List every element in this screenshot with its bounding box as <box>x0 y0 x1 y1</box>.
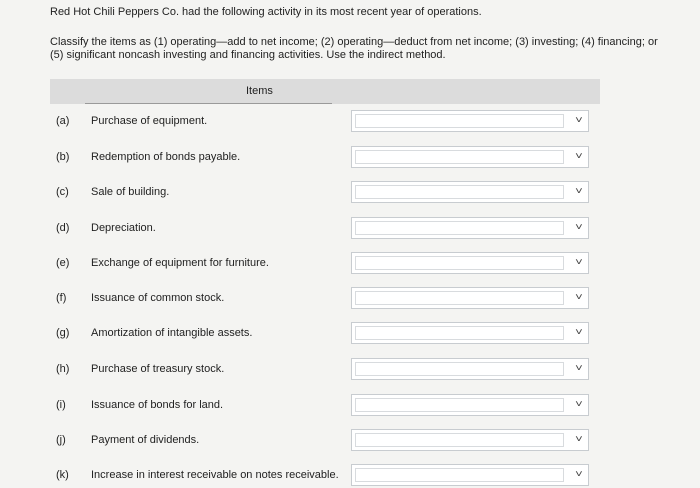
row-letter: (j) <box>56 434 66 446</box>
table-row <box>50 358 605 382</box>
chevron-down-icon: ˅ <box>575 434 583 445</box>
table-row <box>50 181 605 205</box>
table-row <box>50 252 605 276</box>
row-letter: (g) <box>56 327 70 339</box>
chevron-down-icon: ˅ <box>575 222 583 233</box>
table-row <box>50 146 605 170</box>
chevron-down-icon: ˅ <box>575 292 583 303</box>
select-value-box <box>355 221 564 235</box>
chevron-down-icon: ˅ <box>575 363 583 374</box>
row-item-text: Purchase of treasury stock. <box>91 363 225 375</box>
row-item-text: Depreciation. <box>91 222 156 234</box>
row-item-text: Sale of building. <box>91 186 170 198</box>
table-row <box>50 464 605 488</box>
table-row <box>50 429 605 453</box>
table-row <box>50 287 605 311</box>
intro-line-1: Red Hot Chili Peppers Co. had the following activity in its most recent year of operations. <box>50 6 482 18</box>
row-item-text: Issuance of common stock. <box>91 292 225 304</box>
items-header <box>50 79 600 104</box>
select-value-box <box>355 150 564 164</box>
classification-select[interactable] <box>351 146 589 168</box>
select-value-box <box>355 326 564 340</box>
row-item-text: Issuance of bonds for land. <box>91 399 224 411</box>
select-value-box <box>355 362 564 376</box>
header-divider <box>85 103 332 104</box>
select-value-box <box>355 185 564 199</box>
table-row <box>50 322 605 346</box>
row-item-text: Amortization of intangible assets. <box>91 327 253 339</box>
row-letter: (h) <box>56 363 70 375</box>
select-value-box <box>355 256 564 270</box>
select-value-box <box>355 468 564 482</box>
table-row <box>50 110 605 134</box>
row-letter: (c) <box>56 186 69 198</box>
chevron-down-icon: ˅ <box>575 151 583 162</box>
row-item-text: Purchase of equipment. <box>91 115 208 127</box>
chevron-down-icon: ˅ <box>575 327 583 338</box>
row-item-text: Redemption of bonds payable. <box>91 151 241 163</box>
table-row <box>50 217 605 241</box>
chevron-down-icon: ˅ <box>575 257 583 268</box>
classification-select[interactable] <box>351 322 589 344</box>
classification-select[interactable] <box>351 252 589 274</box>
select-value-box <box>355 114 564 128</box>
items-header-label: Items <box>246 85 273 97</box>
classification-select[interactable] <box>351 110 589 132</box>
row-item-text: Payment of dividends. <box>91 434 200 446</box>
table-row <box>50 394 605 418</box>
row-item-text: Increase in interest receivable on notes receivable. <box>91 469 339 481</box>
classification-select[interactable] <box>351 181 589 203</box>
row-letter: (d) <box>56 222 70 234</box>
select-value-box <box>355 433 564 447</box>
chevron-down-icon: ˅ <box>575 186 583 197</box>
row-letter: (i) <box>56 399 66 411</box>
classification-select[interactable] <box>351 358 589 380</box>
classification-select[interactable] <box>351 464 589 486</box>
row-letter: (a) <box>56 115 70 127</box>
row-item-text: Exchange of equipment for furniture. <box>91 257 269 269</box>
row-letter: (e) <box>56 257 70 269</box>
classification-select[interactable] <box>351 394 589 416</box>
classification-select[interactable] <box>351 287 589 309</box>
instructions <box>50 6 670 62</box>
chevron-down-icon: ˅ <box>575 115 583 126</box>
row-letter: (f) <box>56 292 67 304</box>
select-value-box <box>355 291 564 305</box>
chevron-down-icon: ˅ <box>575 399 583 410</box>
intro-line-2: Classify the items as (1) operating—add to net income; (2) operating—deduct from net income; (3) investing; (4) financing; or (5) significant noncash investing and financing activities. Use the indirect method. <box>50 36 658 61</box>
chevron-down-icon: ˅ <box>575 469 583 480</box>
classification-select[interactable] <box>351 217 589 239</box>
row-letter: (b) <box>56 151 70 163</box>
row-letter: (k) <box>56 469 69 481</box>
select-value-box <box>355 398 564 412</box>
classification-select[interactable] <box>351 429 589 451</box>
